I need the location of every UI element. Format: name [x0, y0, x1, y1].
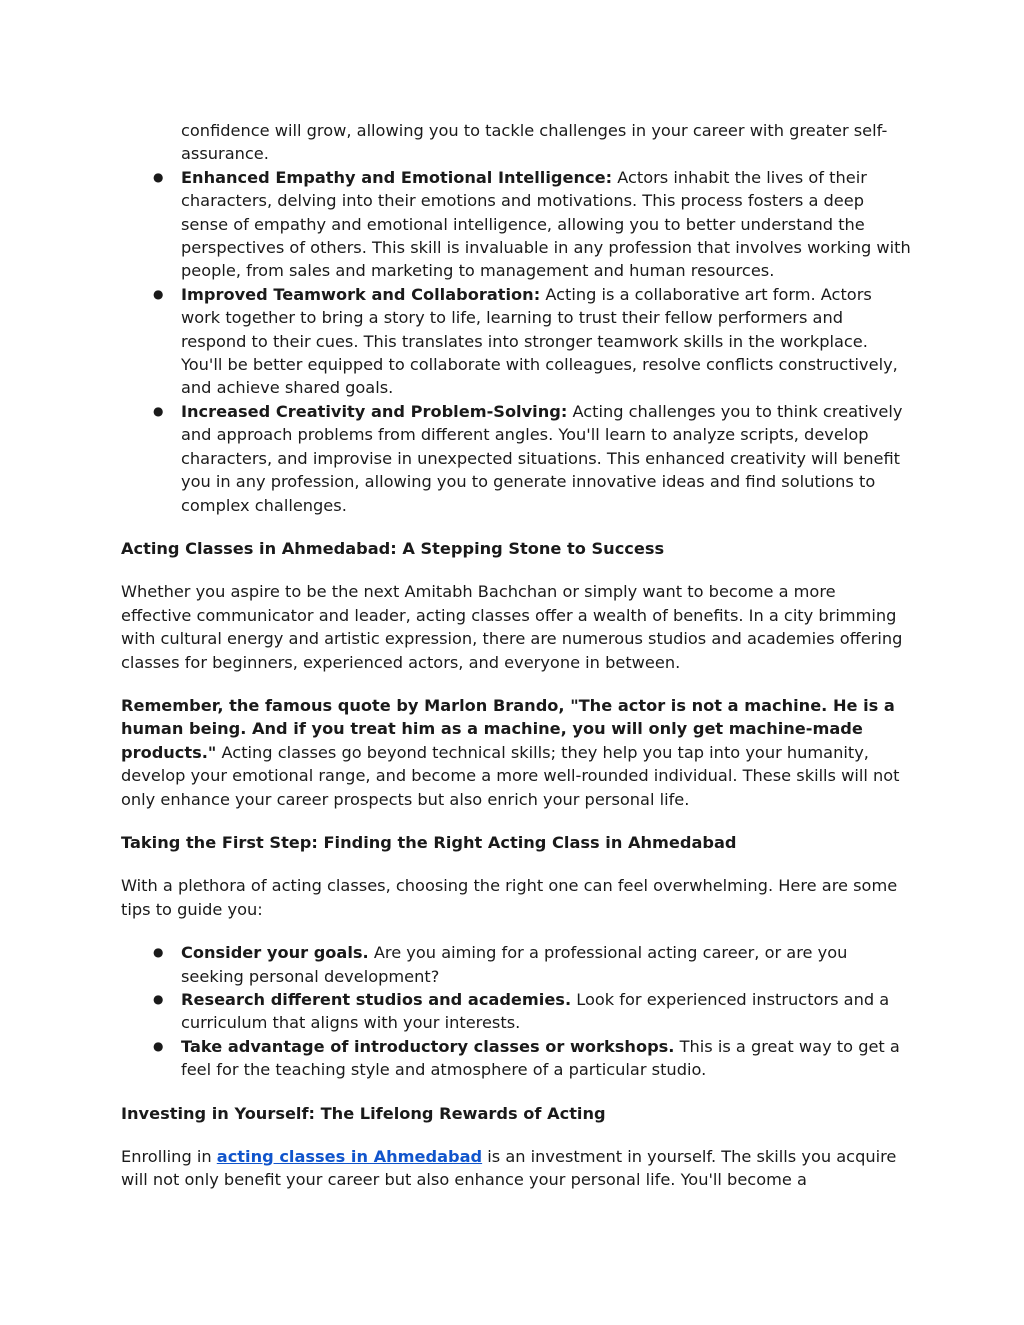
benefit-title: Increased Creativity and Problem-Solving: [181, 401, 568, 421]
quote-paragraph [121, 694, 911, 811]
tip-title: Take advantage of introductory classes or workshops. [181, 1036, 675, 1056]
tip-title: Research different studios and academies. [181, 990, 572, 1009]
quote-bold: Remember, the famous quote by Marlon Brando, "The actor is not a machine. He is a human being. And if you treat him as a machine, you will only get machine-made products." [121, 695, 895, 762]
list-item [121, 166, 911, 283]
bullet-icon: ● [153, 945, 164, 960]
section-paragraph [121, 1145, 911, 1192]
benefit-title: Enhanced Empathy and Emotional Intelligence: [181, 167, 613, 187]
section-heading: Investing in Yourself: The Lifelong Rewards of Acting [121, 1103, 606, 1123]
para-before-link: Enrolling in [121, 1147, 217, 1167]
bullet-icon: ● [153, 286, 164, 301]
benefits-list [121, 166, 911, 517]
bullet-icon: ● [153, 992, 164, 1006]
acting-classes-link[interactable]: acting classes in Ahmedabad [216, 1147, 483, 1167]
bullet-icon: ● [153, 1038, 164, 1053]
quote-rest: Acting classes go beyond technical skills; they help you tap into your humanity, develop your emotional range, and become a more well-rounded individual. These skills will not only enhance your career prospects but also enrich your personal life. [121, 742, 900, 809]
tip-text: Look for experienced instructors and a curriculum that aligns with your interests. [181, 990, 890, 1033]
bullet-icon: ● [153, 169, 164, 184]
benefit-text: Acting challenges you to think creatively and approach problems from different angles. You'll learn to analyze scripts, develop characters, and improvise in unexpected situations. This enhanced creativity will benefit you in any profession, allowing you to generate innovative ideas and find solutions to complex challenges. [181, 401, 903, 515]
list-item [121, 988, 911, 1035]
list-item [121, 283, 911, 400]
document-page [121, 119, 911, 1192]
list-item [121, 941, 911, 988]
list-item [121, 400, 911, 517]
tip-text: This is a great way to get a feel for the teaching style and atmosphere of a particular studio. [181, 1036, 900, 1080]
benefit-text: Actors inhabit the lives of their characters, delving into their emotions and motivations. This process fosters a deep sense of empathy and emotional intelligence, allowing you to better understand the perspectives of others. This skill is invaluable in any profession that involves working with people, from sales and marketing to management and human resources. [181, 167, 911, 281]
list-item [121, 1035, 911, 1082]
tip-text: Are you aiming for a professional acting career, or are you seeking personal development? [181, 943, 848, 986]
tips-list [121, 941, 911, 1081]
section-paragraph: With a plethora of acting classes, choosing the right one can feel overwhelming. Here are some tips to guide you: [121, 876, 898, 919]
continuation-text: confidence will grow, allowing you to tackle challenges in your career with greater self-assurance. [181, 121, 888, 164]
section-heading: Taking the First Step: Finding the Right Acting Class in Ahmedabad [121, 832, 737, 852]
tip-title: Consider your goals. [181, 943, 369, 963]
bullet-icon: ● [153, 403, 164, 418]
section-heading: Acting Classes in Ahmedabad: A Stepping Stone to Success [121, 538, 665, 558]
benefit-text: Acting is a collaborative art form. Actors work together to bring a story to life, learning to trust their fellow performers and respond to their cues. This translates into stronger teamwork skills in the workplace. You'll be better equipped to collaborate with colleagues, resolve conflicts constructively, and achieve shared goals. [181, 284, 898, 398]
section-paragraph: Whether you aspire to be the next Amitabh Bachchan or simply want to become a more effective communicator and leader, acting classes offer a wealth of benefits. In a city brimming with cultural energy and artistic expression, there are numerous studios and academies offering classes for beginners, experienced actors, and everyone in between. [121, 582, 903, 672]
benefit-title: Improved Teamwork and Collaboration: [181, 284, 541, 304]
para-after-link: is an investment in yourself. The skills you acquire will not only benefit your career but also enhance your personal life. You'll become a [121, 1147, 897, 1190]
